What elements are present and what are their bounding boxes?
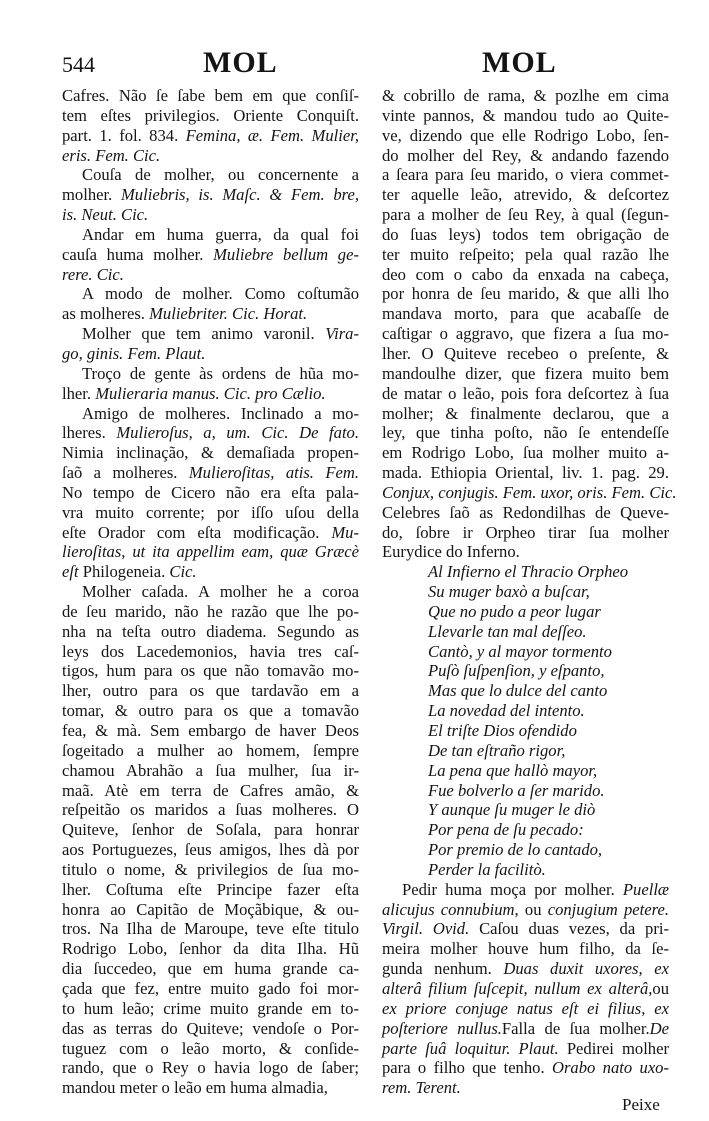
text-line: [382, 106, 669, 126]
roman-text: do ſuas leys) todos tem obrigação de: [382, 224, 669, 244]
roman-text: honra ao Capitão de Moçãbique, & ou-: [62, 899, 359, 919]
text-line: [382, 999, 669, 1019]
italic-text: conjugium petere.: [547, 899, 669, 919]
text-line: [62, 800, 359, 820]
roman-text: lher, outro para os que tardavão em a: [62, 681, 359, 701]
roman-text: Pedirei molher: [558, 1038, 669, 1058]
text-line: [62, 562, 359, 582]
roman-text: rando, que o Rey o havia logo de ſaber;: [62, 1058, 359, 1078]
text-line: [62, 146, 359, 166]
roman-text: Que no pudo a peor lugar: [428, 601, 601, 621]
roman-text: cauſa huma molher.: [62, 244, 214, 264]
roman-text: Quiteve, ſenhor de Soſala, para honrar: [62, 820, 359, 840]
italic-text: poſteriore nullus.: [382, 1018, 502, 1038]
roman-text: ou: [652, 978, 669, 998]
text-line: [62, 542, 359, 562]
text-line: [62, 324, 359, 344]
text-line: [62, 781, 359, 801]
text-line: [62, 364, 359, 384]
roman-text: mandou meter o leão em huma almadia,: [62, 1078, 328, 1098]
roman-text: Cafres. Não ſe ſabe bem em que conſiſ-: [62, 86, 359, 105]
text-line: [62, 443, 359, 463]
roman-text: Cantò, y al mayor tormento: [428, 641, 612, 661]
text-line: [382, 245, 669, 265]
text-line: [62, 979, 359, 999]
text-line: [62, 205, 359, 225]
running-head-left: MOL: [203, 46, 278, 79]
roman-text: meira molher houve hum filho, da ſe-: [382, 939, 669, 959]
text-line: [62, 225, 359, 245]
text-line: [62, 423, 359, 443]
roman-text: De tan eſtraño rigor,: [428, 740, 566, 760]
roman-text: mandoulhe dizer, que fizera muito bem: [382, 363, 669, 383]
roman-text: dia ſuccedeo, que em huma grande ca-: [62, 959, 359, 979]
text-line: [382, 503, 669, 523]
roman-text: tem eſtes privilegios. Oriente Conquiſt.: [62, 105, 359, 125]
text-line: [62, 642, 359, 662]
text-line: [62, 1058, 359, 1078]
text-line: [382, 741, 669, 761]
roman-text: La pena que hallò mayor,: [428, 760, 598, 780]
roman-text: titulo o nome, & privilegios de ſua mo-: [62, 859, 359, 879]
roman-text: para o filho que tenho.: [382, 1058, 552, 1078]
roman-text: Couſa de molher, ou concernente a: [82, 165, 359, 185]
roman-text: ve, dizendo que elle Rodrigo Lobo, ſen-: [382, 125, 669, 145]
text-line: [382, 126, 669, 146]
roman-text: molher; & finalmente declarou, que a: [382, 403, 669, 423]
italic-text: Mulieroſus, a, um. Cic. De fato.: [116, 423, 359, 443]
text-line: [382, 1058, 669, 1078]
roman-text: Molher que tem animo varonil.: [82, 324, 326, 344]
roman-text: lher. Coſtuma eſte Principe fazer eſta: [62, 879, 359, 899]
roman-text: lher. O Quiteve recebeo o preſente, &: [382, 343, 669, 363]
text-line: [382, 701, 669, 721]
roman-text: & cobrillo de rama, & pozlhe em cima: [382, 86, 669, 105]
text-line: [382, 562, 669, 582]
italic-text: Conjux, conjugis. Fem. uxor, oris. Fem. Cic.: [382, 482, 677, 502]
right-column: [382, 86, 677, 1098]
text-line: [62, 661, 359, 681]
roman-text: çada que fez, entre muito gado foi mor-: [62, 978, 359, 998]
text-line: [62, 1019, 359, 1039]
text-line: [62, 919, 359, 939]
roman-text: Su muger baxò a buſcar,: [428, 582, 590, 602]
roman-text: Amigo de molheres. Inclinado a mo-: [82, 403, 359, 423]
text-line: [382, 582, 669, 602]
italic-text: Virgil. Ovid.: [382, 919, 470, 939]
roman-text: caſtigar o aggravo, que fizera a ſua mo-: [382, 324, 669, 344]
roman-text: lheres.: [62, 423, 117, 443]
text-line: [62, 840, 359, 860]
roman-text: Puſò ſuſpenſion, y eſpanto,: [428, 661, 605, 681]
roman-text: por honra de ſeu marido, & que alli lho: [382, 284, 669, 304]
text-line: [382, 404, 669, 424]
roman-text: fea, & mà. Sem embargo de haver Deos: [62, 721, 359, 740]
text-line: [62, 523, 359, 543]
text-line: [62, 999, 359, 1019]
roman-text: Nimia inclinação, & demaſiada propen-: [62, 443, 359, 463]
text-line: [382, 443, 669, 463]
italic-text: Muliebre bellum ge-: [213, 244, 359, 264]
text-line: [62, 681, 359, 701]
text-line: [382, 165, 669, 185]
roman-text: eſte Orador com eſta modificação.: [62, 522, 332, 542]
roman-text: ley, que tinha poſto, não ſe entendeſſe: [382, 423, 669, 443]
text-line: [382, 523, 669, 543]
roman-text: Andar em huma guerra, da qual foi: [82, 224, 359, 244]
catchword: Peixe: [622, 1095, 660, 1114]
text-line: [382, 364, 669, 384]
italic-text: go, ginis. Fem. Plaut.: [62, 343, 206, 363]
text-line: [382, 344, 669, 364]
text-line: [382, 800, 669, 820]
text-line: [62, 959, 359, 979]
text-line: [62, 582, 359, 602]
italic-text: Mu-: [331, 522, 359, 542]
text-line: [382, 384, 669, 404]
text-line: [62, 741, 359, 761]
italic-text: De: [649, 1018, 669, 1038]
roman-text: reſpeitão os maridos a ſuas molheres. O: [62, 800, 359, 820]
text-line: [382, 542, 669, 562]
italic-text: Vira-: [325, 324, 359, 344]
italic-text: alterâ filium ſuſcepit, nullum ex alterâ,: [382, 978, 653, 998]
text-line: [382, 304, 669, 324]
roman-text: lher.: [62, 383, 96, 403]
roman-text: tros. Na Ilha de Maroupe, teve eſte titulo: [62, 919, 359, 939]
text-line: [62, 761, 359, 781]
roman-text: gunda nenhum.: [382, 959, 504, 979]
roman-text: tigos, hum para os que não tomavão mo-: [62, 661, 359, 681]
italic-text: is. Neut. Cic.: [62, 205, 149, 225]
text-line: [62, 1039, 359, 1059]
text-line: [62, 602, 359, 622]
roman-text: Por premio de lo cantado,: [428, 840, 603, 860]
text-line: [62, 721, 359, 741]
italic-text: ex priore conjuge natus eſt ei filius, ex: [382, 998, 669, 1018]
italic-text: Puellæ: [622, 879, 669, 899]
roman-text: aos Portuguezes, ſeus amigos, lhes dà por: [62, 840, 359, 860]
running-head-right: MOL: [482, 46, 557, 79]
roman-text: de matar o leão, pois fora deſcortez à ſua: [382, 383, 669, 403]
text-line: [382, 919, 669, 939]
text-line: [62, 86, 359, 106]
roman-text: do molher del Rey, & andando fazendo: [382, 145, 669, 165]
roman-text: ſaõ a molheres.: [62, 463, 189, 483]
text-line: [62, 463, 359, 483]
text-line: [62, 245, 359, 265]
text-line: [382, 423, 669, 443]
text-line: [62, 106, 359, 126]
text-line: [382, 205, 669, 225]
text-line: [382, 820, 669, 840]
roman-text: El triſte Dios ofendido: [428, 721, 577, 740]
text-line: [382, 622, 669, 642]
text-line: [62, 701, 359, 721]
italic-text: lieroſitas, ut ita appellim eam, quæ Græcè: [62, 542, 359, 562]
roman-text: Troço de gente às ordens de hũa mo-: [82, 363, 359, 383]
page-number: 544: [62, 52, 95, 77]
text-line: [382, 602, 669, 622]
roman-text: mandava morto, para que acabaſſe de: [382, 304, 669, 324]
text-line: [382, 1019, 669, 1039]
roman-text: Falla de ſua molher.: [501, 1018, 650, 1038]
roman-text: Caſou duas vezes, da pri-: [469, 919, 669, 939]
roman-text: tomar, & outro para os que a tomavão: [62, 701, 359, 721]
text-line: [62, 1078, 359, 1098]
text-line: [62, 185, 359, 205]
italic-text: eſt: [62, 562, 79, 582]
italic-text: Mulieroſitas, atis. Fem.: [188, 463, 359, 483]
italic-text: Femina, æ. Fem. Mulier,: [185, 125, 359, 145]
roman-text: Fue bolverlo a ſer marido.: [428, 780, 605, 800]
roman-text: ter muito reſpeito; pela qual razão lhe: [382, 244, 669, 264]
roman-text: vra muito corrente; por iſſo uſou della: [62, 502, 359, 522]
roman-text: a ſeara para ſeu marido, o viera commet-: [382, 165, 669, 185]
roman-text: ter aquelle leão, atrevido, & deſcortez: [382, 185, 669, 205]
text-line: [62, 265, 359, 285]
text-line: [382, 1039, 669, 1059]
text-line: [62, 344, 359, 364]
text-line: [382, 284, 669, 304]
text-line: [62, 483, 359, 503]
italic-text: eris. Fem. Cic.: [62, 145, 161, 165]
roman-text: Philogeneia.: [78, 562, 170, 582]
roman-text: to hum leão; crime muito grande em to-: [62, 998, 359, 1018]
roman-text: La novedad del intento.: [428, 701, 585, 721]
roman-text: Al Infierno el Thracio Orpheo: [428, 562, 629, 582]
text-line: [382, 781, 669, 801]
text-line: [382, 880, 669, 900]
italic-text: Muliebris, is. Maſc. & Fem. bre,: [120, 185, 359, 205]
text-line: [382, 939, 669, 959]
text-line: [382, 185, 669, 205]
text-line: [62, 404, 359, 424]
roman-text: tuguez com o leão morto, & conſide-: [62, 1038, 359, 1058]
roman-text: chamou Abrahão a ſua mulher, ſua ir-: [62, 760, 359, 780]
roman-text: do, ſobre ir Orpheo tirar ſua molher: [382, 522, 669, 542]
roman-text: leys dos Lacedemonios, havia tres caſ-: [62, 641, 359, 661]
text-line: [382, 146, 669, 166]
text-line: [382, 900, 669, 920]
text-line: [62, 304, 359, 324]
text-line: [382, 860, 669, 880]
italic-text: Muliebriter. Cic. Horat.: [149, 304, 308, 324]
text-line: [62, 503, 359, 523]
roman-text: vinte pannos, & mandou tudo ao Quite-: [382, 105, 669, 125]
roman-text: ſogeitado a mulher ao homem, ſempre: [62, 740, 359, 760]
text-line: [382, 463, 669, 483]
roman-text: para a molher de ſeu Rey, à qual (ſegun-: [382, 205, 669, 225]
text-line: [382, 979, 669, 999]
roman-text: as molheres.: [62, 304, 150, 324]
roman-text: Por pena de ſu pecado:: [428, 820, 584, 840]
italic-text: Mulieraria manus. Cic. pro Cælio.: [95, 383, 326, 403]
text-line: [62, 860, 359, 880]
text-line: [382, 482, 677, 503]
roman-text: Eurydice do Inferno.: [382, 542, 520, 562]
text-line: [382, 959, 669, 979]
roman-text: das as terras do Quiteve; vendoſe o Por-: [62, 1018, 359, 1038]
roman-text: mada. Ethiopia Oriental, liv. 1. pag. 29.: [382, 463, 669, 483]
text-line: [62, 384, 359, 404]
roman-text: Y aunque ſu muger le diò: [428, 800, 596, 820]
text-line: [382, 681, 669, 701]
roman-text: Rodrigo Lobo, ſenhor da dita Ilha. Hũ: [62, 939, 359, 959]
text-line: [62, 820, 359, 840]
roman-text: molher.: [62, 185, 121, 205]
roman-text: deo com o cabo da enxada na cabeça,: [382, 264, 669, 284]
text-line: [62, 284, 359, 304]
text-line: [62, 900, 359, 920]
text-line: [62, 165, 359, 185]
italic-text: alicujus connubium: [382, 899, 515, 919]
roman-text: Perder la facilitò.: [428, 859, 546, 879]
text-line: [382, 265, 669, 285]
roman-text: nha na teſta outro diadema. Segundo as: [62, 621, 359, 641]
roman-text: No tempo de Cicero não era eſta pala-: [62, 482, 359, 502]
text-line: [382, 661, 669, 681]
text-line: [62, 939, 359, 959]
italic-text: Orabo nato uxo-: [551, 1058, 670, 1078]
roman-text: maã. Atè em terra de Cafres amão, &: [62, 780, 359, 800]
italic-text: parte ſuâ loquitur. Plaut.: [382, 1038, 559, 1058]
roman-text: A modo de molher. Como coſtumão: [82, 284, 359, 304]
roman-text: Molher caſada. A molher he a coroa: [82, 582, 359, 602]
italic-text: rem. Terent.: [382, 1078, 461, 1098]
roman-text: em Rodrigo Lobo, ſua molher muito a-: [382, 443, 669, 463]
roman-text: Pedir huma moça por molher.: [402, 879, 623, 899]
italic-text: Duas duxit uxores, ex: [503, 959, 669, 979]
text-line: [382, 86, 669, 106]
text-line: [62, 126, 359, 146]
italic-text: Cic.: [169, 562, 197, 582]
text-line: [382, 642, 669, 662]
roman-text: part. 1. fol. 834.: [62, 125, 186, 145]
text-line: [382, 721, 669, 741]
text-line: [382, 840, 669, 860]
text-line: [62, 880, 359, 900]
text-line: [62, 622, 359, 642]
roman-text: Mas que lo dulce del canto: [428, 681, 608, 701]
roman-text: Celebres ſaõ as Redondilhas de Queve-: [382, 502, 669, 522]
text-line: [382, 324, 669, 344]
text-line: [382, 761, 669, 781]
text-line: [382, 225, 669, 245]
roman-text: , ou: [514, 899, 548, 919]
left-column: [62, 86, 359, 1098]
roman-text: Llevarle tan mal deſſeo.: [428, 621, 587, 641]
roman-text: de ſeu marido, não he razão que lhe po-: [62, 601, 359, 621]
italic-text: rere. Cic.: [62, 264, 124, 284]
